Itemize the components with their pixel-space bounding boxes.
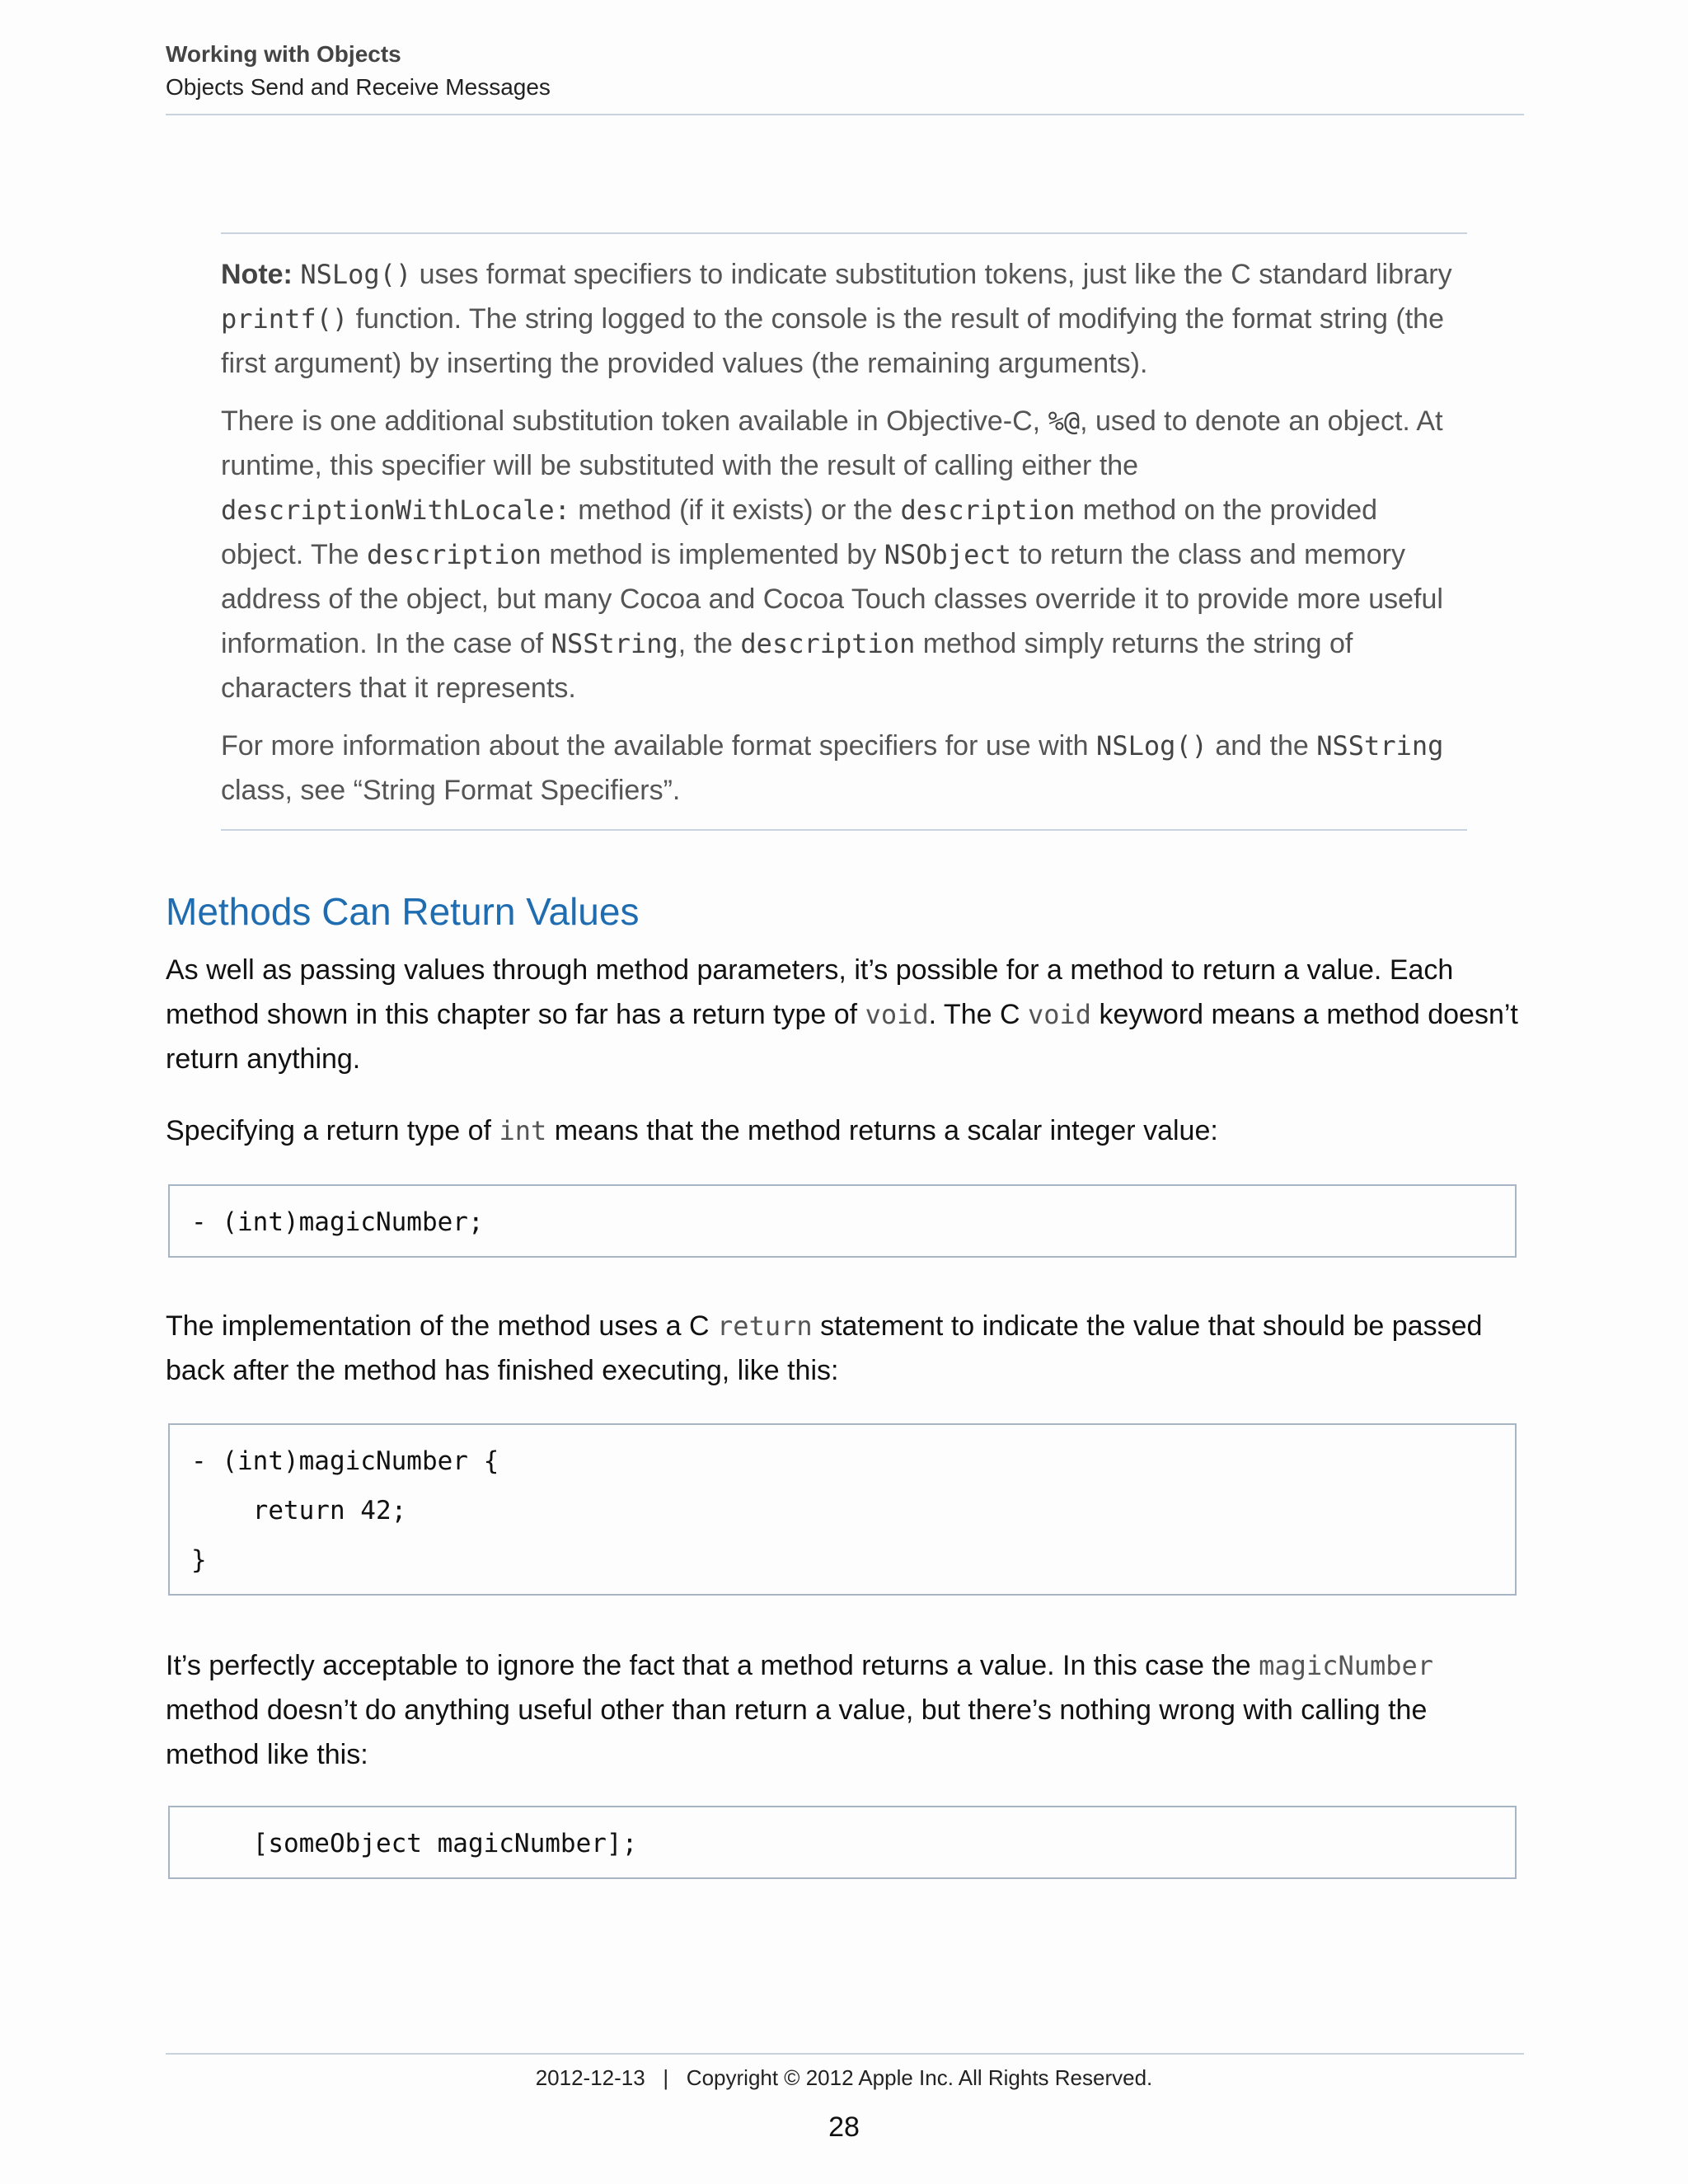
inline-code: NSString <box>1316 730 1444 762</box>
inline-code: NSString <box>551 628 678 659</box>
section-heading: Methods Can Return Values <box>166 890 640 933</box>
code-line: - (int)magicNumber { <box>191 1446 499 1476</box>
inline-code: magicNumber <box>1259 1650 1434 1681</box>
body-text: method doesn’t do anything useful other than return a value, but there’s nothing wrong with calling the method like this: <box>166 1694 1428 1770</box>
note-text: and the <box>1207 730 1317 762</box>
note-label: Note: <box>221 259 293 290</box>
inline-code: description <box>367 539 542 570</box>
code-block-1 <box>168 1184 1517 1258</box>
note-paragraph-2 <box>221 399 1467 710</box>
code-line: return 42; <box>191 1496 407 1526</box>
note-box <box>221 232 1467 831</box>
chapter-title: Working with Objects <box>166 41 401 67</box>
code-line: } <box>191 1545 207 1575</box>
header-divider <box>166 114 1524 115</box>
note-paragraph-1 <box>221 252 1467 386</box>
note-text: For more information about the available format specifiers for use with <box>221 730 1097 762</box>
note-text: , used to denote an object. At runtime, this specifier will be substituted with the result of calling either the <box>221 405 1443 481</box>
page-header <box>166 38 1524 104</box>
inline-code: descriptionWithLocale: <box>221 494 570 526</box>
inline-code: void <box>865 999 929 1030</box>
code-line: - (int)magicNumber; <box>191 1207 484 1237</box>
footer-divider <box>166 2053 1524 2055</box>
body-text: . The C <box>928 999 1028 1030</box>
note-text: to return the class and memory address of the object, but many Cocoa and Cocoa Touch classes override it to provide more useful information. In the case of <box>221 539 1443 659</box>
note-text: method on the provided object. The <box>221 494 1378 570</box>
inline-code: %@ <box>1048 405 1081 437</box>
body-paragraph-2 <box>166 1108 1526 1153</box>
note-text: function. The string logged to the console is the result of modifying the format string (the first argument) by inserting the provided values (the remaining arguments). <box>221 303 1444 379</box>
body-text: means that the method returns a scalar integer value: <box>546 1115 1218 1146</box>
inline-code: description <box>900 494 1076 526</box>
inline-code: int <box>499 1115 547 1146</box>
body-text: statement to indicate the value that should be passed back after the method has finished executing, like this: <box>166 1310 1483 1386</box>
inline-code: printf() <box>221 303 349 335</box>
note-text: There is one additional substitution token available in Objective-C, <box>221 405 1048 437</box>
code-line: [someObject magicNumber]; <box>191 1829 638 1858</box>
page-number: 28 <box>828 2111 860 2143</box>
inline-code: void <box>1027 999 1092 1030</box>
inline-code: NSLog() <box>1096 730 1207 762</box>
note-text: method (if it exists) or the <box>570 494 901 526</box>
note-text: uses format specifiers to indicate substitution tokens, just like the C standard library <box>411 259 1452 290</box>
note-paragraph-3 <box>221 724 1467 813</box>
note-text: , the <box>678 628 741 659</box>
footer-copyright: 2012-12-13 | Copyright © 2012 Apple Inc. All Rights Reserved. <box>535 2065 1153 2090</box>
note-link-text: class, see “String Format Specifiers”. <box>221 775 681 806</box>
body-text: Specifying a return type of <box>166 1115 499 1146</box>
inline-code: NSLog() <box>300 259 412 290</box>
note-text: method simply returns the string of characters that it represents. <box>221 628 1353 704</box>
code-block-3 <box>168 1806 1517 1879</box>
body-text: It’s perfectly acceptable to ignore the fact that a method returns a value. In this case the <box>166 1650 1259 1681</box>
inline-code: return <box>717 1310 813 1342</box>
body-text: The implementation of the method uses a C <box>166 1310 718 1342</box>
body-paragraph-4 <box>166 1643 1526 1777</box>
note-text: method is implemented by <box>541 539 884 570</box>
body-paragraph-1 <box>166 948 1526 1081</box>
inline-code: description <box>740 628 916 659</box>
code-block-2 <box>168 1423 1517 1596</box>
body-text: As well as passing values through method parameters, it’s possible for a method to return a value. Each method shown in this chapter so far has a return type of <box>166 954 1454 1030</box>
body-paragraph-3 <box>166 1304 1526 1393</box>
section-title: Objects Send and Receive Messages <box>166 74 551 100</box>
body-text: keyword means a method doesn’t return anything. <box>166 999 1518 1075</box>
inline-code: NSObject <box>884 539 1011 570</box>
